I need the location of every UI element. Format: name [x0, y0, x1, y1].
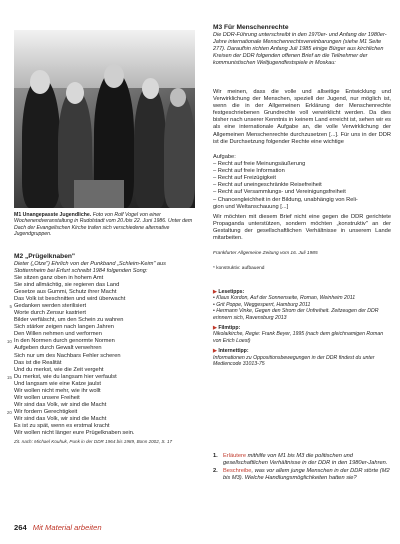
poem-line	[14, 395, 195, 402]
poem-line-text: In den Normen durch genormte Normen	[14, 338, 115, 345]
m1-caption	[14, 212, 195, 238]
rights-item: gion und Weltanschauung [...]	[213, 203, 289, 210]
lesetipp-text: Hermann Vinke, Gegen den Strom der Unfreiheit. Zeitzeugen der DDR erinnern sich, Ravensburg 2013	[213, 308, 379, 321]
poem-line	[14, 296, 195, 303]
m2-source: Zit. nach: Michael Kouhuk, Punk in der DDR 1964 bis 1989, Bonn 2002, S. 17	[14, 439, 173, 444]
poem-line-text: Und du merkst, wie die Zeit vergeht	[14, 366, 104, 373]
internettipp-text: Informationen zu Oppositionsbewegungen in der DDR findest du unter Mediencode 31013-75	[213, 354, 375, 368]
section-title: Mit Material arbeiten	[32, 523, 102, 532]
poem-line-text: Es ist zu spät, wenn es erstmal kracht	[14, 422, 110, 429]
task-list	[213, 453, 391, 483]
poem-line-text: Sie sind allmächtig, sie regieren das Land	[14, 282, 120, 289]
poem-line	[6, 408, 195, 416]
m2-title: M2 „Prügelknaben"	[14, 253, 76, 260]
task-operator: Erläutere	[223, 453, 247, 459]
poem-line	[9, 303, 195, 310]
m2-section	[14, 253, 195, 275]
filmtipp-heading: ▶ Filmtipp:	[213, 325, 241, 332]
poem-line-text: Gesetze aus Gummi, Schutz ihrer Macht	[14, 289, 117, 296]
poem-line	[14, 282, 195, 289]
poem-line-text: Und langsam wie eine Katze jaulst	[14, 380, 101, 387]
poem-line-text: Sich stärker zeigen nach langen Jahren	[14, 324, 114, 331]
line-number: 5	[9, 304, 12, 310]
bullet-icon: •	[213, 295, 217, 302]
lesetipp-text: Klaus Kordon, Auf der Sonnenseite, Roman, Weinheim 2011	[216, 295, 356, 302]
info-box	[213, 289, 391, 367]
poem-line-text: Wir sind das Volk, wir sind die Macht	[14, 415, 107, 422]
poem-line-text: Worte durch Zensur kastriert	[14, 310, 86, 317]
page-number: 264	[14, 523, 27, 532]
poem-line-text: Sie sitzen ganz oben in hohem Amt	[14, 275, 104, 281]
rights-item: – Recht auf freie Information	[213, 168, 285, 175]
filmtipp-text: Nikolaikirche, Regie: Frank Beyer, 1995 (nach dem gleichnamigen Roman von Erich Loest)	[213, 331, 384, 344]
poem-line	[14, 275, 195, 282]
poem-line	[6, 338, 195, 345]
poem-line	[14, 402, 195, 409]
rights-item: – Chancengleichheit in der Bildung, unabhängig von Reli-	[213, 196, 358, 203]
poem-line	[14, 381, 195, 388]
poem-line	[14, 360, 195, 367]
poem-line-text: Das Volk ist beschnitten und wird überwacht	[14, 296, 126, 303]
poem-line	[14, 388, 195, 395]
poem-line-text: Den Willen nehmen und verformen	[14, 331, 102, 338]
line-number: 10	[6, 339, 12, 345]
page-footer	[14, 523, 102, 532]
poem-line-text: Wir wollen unsere Freiheit	[14, 394, 80, 401]
m2-poem	[6, 275, 195, 437]
m3-closing: Wir möchten mit diesem Brief nicht eine gegen die DDR gerichtete Propaganda unterstützen, sondern möchten „konstruktiv" an der Gestaltung der gesellschaftlichen Verhältnisse in unserem Lande mitarbeiten.	[213, 214, 391, 242]
lesetipp-text: Grit Poppe, Weggesperrt, Hamburg 2011	[216, 301, 311, 308]
poem-line-text: Wir wollen nicht länger eure Prügelknaben sein.	[14, 430, 135, 437]
m3-intro: Die DDR-Führung unterschreibt in den 1970er- und Anfang der 1980er-Jahre internationale Menschenrechtsvereinbarungen (siehe M1 Seite 277). Daraufhin richten Anfang Juli 1985 einige Bürger aus kirchlichen Kreisen der DDR folgenden offenen Brief an die Teilnehmer der kommunistischen Weltjugendfestspiele in Moskau:	[213, 32, 387, 67]
rights-item: – Recht auf uneingeschränkte Reisefreiheit	[213, 182, 322, 189]
m2-intro: Dieter („Otze") Ehrlich von der Punkband „Schleim-Keim" aus Stotternheim bei Erfurt schreibt 1984 folgenden Song:	[14, 261, 166, 274]
m3-footnote: * konstruktiv: aufbauend	[213, 266, 265, 271]
lesetipps-list	[213, 295, 391, 321]
poem-line	[6, 373, 195, 381]
m3-source: Frankfurter Allgemeine Zeitung vom 16. Juli 1985	[213, 251, 318, 256]
poem-line	[14, 345, 195, 352]
poem-line	[14, 353, 195, 360]
task-rest: mithilfe von M1 bis M3 die politischen und gesellschaftlichen Verhältnisse in der DDR in den 1980er-Jahren.	[223, 453, 388, 467]
rights-item: – Recht auf Freizügigkeit	[213, 175, 276, 182]
rights-item: – Recht auf freie Meinungsäußerung	[213, 161, 306, 168]
bullet-icon: •	[213, 308, 217, 315]
poem-line	[14, 416, 195, 423]
poem-line	[14, 331, 195, 338]
poem-line-text: Wir wollen nicht mehr, wie ihr wollt	[14, 387, 101, 394]
line-number: 20	[6, 409, 12, 415]
task-text	[223, 468, 391, 482]
task-item	[213, 468, 391, 482]
task-item	[213, 453, 391, 467]
triangle-icon: ▶	[213, 325, 217, 332]
m3-rights-list	[213, 154, 391, 211]
task-operator: Beschreibe	[223, 468, 252, 475]
poem-line	[14, 310, 195, 317]
task-number: 1.	[213, 453, 218, 459]
m1-caption-title: M1 Unangepasste Jugendliche.	[14, 212, 92, 218]
triangle-icon: ▶	[213, 348, 217, 355]
poem-line	[14, 423, 195, 430]
m3-body: Wir meinen, dass die volle und allseitige Entwicklung und Verwirklichung der Menschen, speziell der Jugend, nur möglich ist, wenn die in der Allgemeinen Erklärung der Menschenrechte festgeschriebenen Grundrechte voll verwirklicht werden. Da dies bisher nach unserer Kenntnis in keinem Land erreicht ist, sehen wir es als eine internationale Aufgabe an, die volle Verwirklichung der Allgemeinen Menschenrechte durchzusetzen [...]. Für uns in der DDR ist die Durchsetzung folgender Rechte eine wichtige	[213, 89, 391, 145]
poem-line	[14, 367, 195, 374]
poem-line	[14, 289, 195, 296]
poem-line	[14, 430, 195, 437]
poem-line-text: Du merkst, wie du langsam hier verfaulst	[14, 373, 117, 380]
m3-aufgabe-label: Aufgabe:	[213, 154, 236, 160]
bullet-icon: •	[213, 301, 217, 308]
poem-line-text: Wir sind das Volk, wir sind die Macht	[14, 401, 107, 408]
poem-line-text: Bilder verfälscht, um den Schein zu wahren	[14, 317, 124, 324]
lesetipp-item	[213, 308, 391, 321]
task-rest: , was vor allem junge Menschen in der DDR störte (M2 bis M3). Welche Handlungsmöglichkeiten hatten sie?	[223, 468, 390, 482]
m3-section	[213, 24, 391, 32]
poem-line	[14, 324, 195, 331]
task-text	[223, 453, 391, 467]
line-number: 15	[6, 374, 12, 380]
poem-line	[14, 317, 195, 324]
poem-line-text: Aufgeben durch Gewalt verwehren	[14, 345, 102, 352]
poem-line-text: Gedanken werden sterilisiert	[14, 303, 87, 310]
task-number: 2.	[213, 468, 218, 475]
lesetipps-heading: ▶ Lesetipps:	[213, 289, 245, 295]
poem-line-text: Wir fordern Gerechtigkeit	[14, 408, 78, 415]
m3-title: M3 Für Menschenrechte	[213, 24, 289, 31]
triangle-icon: ▶	[213, 289, 217, 295]
poem-line-text: Das ist die Realität	[14, 359, 62, 366]
poem-line-text: Sich nur um des Nachbars Fehler scheren	[14, 352, 121, 359]
internettipp-heading: ▶ Internettipp:	[213, 348, 249, 355]
m1-photo	[14, 30, 195, 208]
m1-caption-text: Foto von Rolf Vogel von einer Wochenendveranstaltung in Rudolstadt vom 20./bis 22. Juni 1986. Unter dem Dach der Evangelischen Kirche trafen sich verschiedene alternative Jugendgruppen.	[14, 212, 193, 238]
rights-item: – Recht auf Versammlungs- und Vereinigungsfreiheit	[213, 189, 346, 196]
